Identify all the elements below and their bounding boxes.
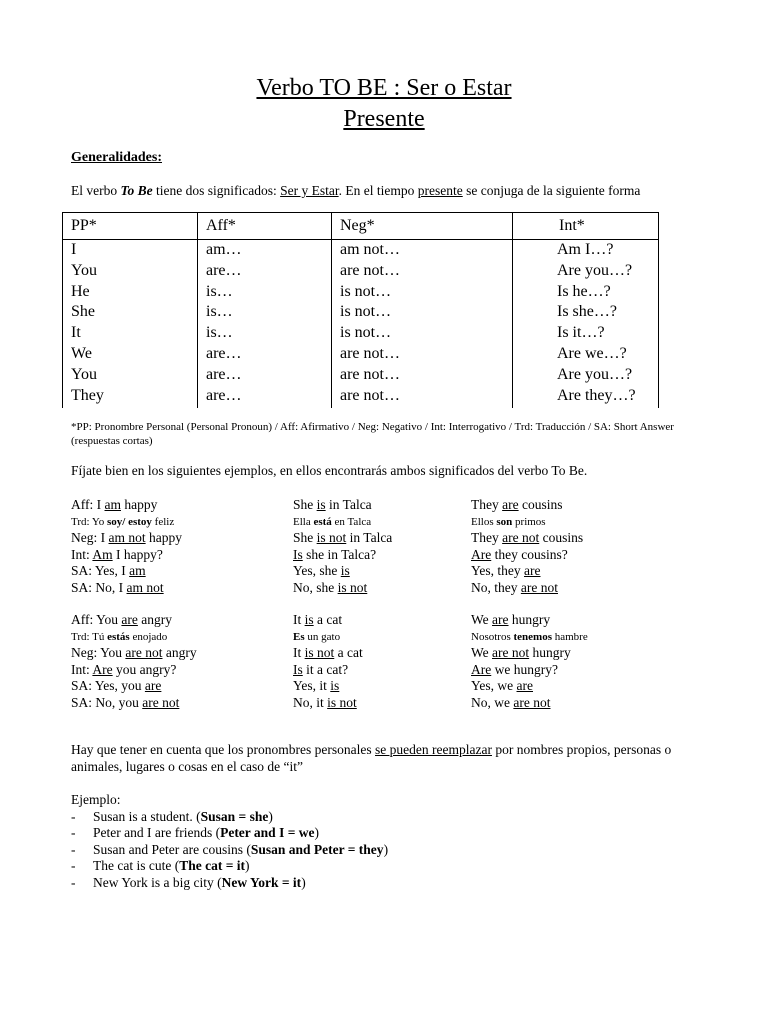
example-line	[471, 580, 583, 597]
verb-form: is	[304, 612, 314, 627]
table-row	[63, 323, 659, 344]
example-line	[293, 580, 392, 597]
translation-line	[293, 629, 363, 646]
line-text: I happy?	[112, 546, 163, 562]
line-text: It	[293, 645, 305, 660]
line-text: No, we	[471, 694, 514, 710]
table-cell: He	[63, 282, 198, 303]
line-text: in Talca	[325, 497, 372, 512]
example-line	[293, 695, 363, 712]
table-row	[63, 386, 659, 408]
line-text: No, she	[293, 579, 338, 595]
verb-form: Are	[92, 661, 113, 677]
example-line	[71, 612, 197, 629]
example-line	[71, 497, 182, 514]
line-text: it a cat?	[302, 661, 349, 677]
line-text: She	[293, 497, 317, 512]
table-cell: She	[63, 302, 198, 323]
line-text: enojado	[129, 630, 168, 643]
line-text: Neg: You	[71, 645, 126, 660]
verb-form: is not	[316, 530, 347, 545]
list-text: )	[268, 808, 273, 824]
table-cell: is…	[198, 302, 332, 323]
example-line	[293, 497, 392, 514]
line-text: Int:	[71, 546, 93, 562]
table-cell: are not…	[332, 365, 513, 386]
intro-part: se conjuga de la siguiente forma	[462, 183, 641, 198]
line-text: Aff: You	[71, 612, 122, 627]
table-header: PP*	[63, 213, 198, 240]
example-line	[71, 547, 182, 564]
table-cell: Are you…?	[513, 261, 659, 282]
table-cell: are not…	[332, 344, 513, 365]
list-equivalence: New York = it	[221, 874, 302, 890]
example-line	[71, 695, 197, 712]
table-cell: You	[63, 365, 198, 386]
line-text: Trd: Tú	[71, 630, 108, 643]
list-text: )	[301, 874, 306, 890]
list-equivalence: Susan and Peter = they	[250, 841, 384, 857]
examples-column	[293, 612, 363, 711]
line-text: they cousins?	[491, 546, 568, 562]
table-cell: Is it…?	[513, 323, 659, 344]
verb-form: Is	[293, 661, 303, 677]
list-text: )	[314, 825, 320, 840]
table-cell: You	[63, 261, 198, 282]
line-text: They	[471, 497, 503, 512]
line-text: Ella	[293, 515, 314, 528]
verb-form: are not	[142, 694, 180, 710]
line-text: feliz	[151, 515, 175, 528]
line-text: a cat	[313, 612, 343, 627]
line-text: hungry	[529, 645, 571, 660]
list-items	[71, 809, 388, 892]
examples-column	[71, 497, 182, 596]
verb-form: are not	[520, 579, 558, 595]
list-text: New York is a big city (	[93, 874, 222, 890]
table-cell: is…	[198, 282, 332, 303]
line-text: SA: Yes, you	[71, 678, 145, 693]
verb-form: are	[492, 612, 509, 627]
table-header: Aff*	[198, 213, 332, 240]
verb-form: Are	[471, 546, 492, 562]
example-line	[293, 563, 392, 580]
footnote: *PP: Pronombre Personal (Personal Pronoun) / Aff: Afirmativo / Neg: Negativo / Int: Interrogativo / Trd: Traducción / SA: Short Answer (respuestas cortas)	[71, 421, 674, 447]
verb-form: is	[330, 678, 340, 693]
table-cell: are not…	[332, 386, 513, 408]
table-cell: is not…	[332, 302, 513, 323]
table-cell: Is she…?	[513, 302, 659, 323]
example-line	[471, 662, 588, 679]
examples-column	[471, 612, 588, 711]
example-line	[293, 547, 392, 564]
table-cell: is not…	[332, 282, 513, 303]
table-cell: are not…	[332, 261, 513, 282]
list-equivalence: The cat = it	[179, 858, 246, 873]
intro-presente: presente	[417, 183, 463, 198]
list-equivalence: Peter and I = we	[220, 825, 315, 840]
example-line	[293, 612, 363, 629]
verb-form: soy/ estoy	[107, 515, 152, 528]
page-subtitle: Presente	[343, 106, 425, 132]
translation-line	[471, 514, 583, 531]
table-cell: We	[63, 344, 198, 365]
verb-form: are not	[513, 694, 551, 710]
example-line	[71, 678, 197, 695]
intro-tobe: To Be	[120, 183, 153, 198]
line-text: a cat	[334, 645, 363, 660]
verb-form: are not	[502, 530, 540, 545]
example-line	[471, 547, 583, 564]
list-bullet: -	[71, 825, 76, 840]
table-row	[63, 240, 659, 261]
conjugation-table	[62, 212, 659, 408]
intro-part: . En el tiempo	[338, 183, 418, 198]
ejemplo-label: Ejemplo:	[71, 792, 121, 807]
example-line	[471, 695, 588, 712]
line-text: No, they	[471, 579, 521, 595]
verb-form: son	[496, 515, 513, 528]
line-text: cousins	[518, 497, 563, 512]
verb-form: are	[502, 497, 519, 512]
line-text: Yes, it	[293, 678, 331, 693]
list-bullet: -	[71, 841, 76, 857]
intro-text	[71, 183, 640, 199]
table-cell: are…	[198, 344, 332, 365]
table-header: Neg*	[332, 213, 513, 240]
line-text: angry	[137, 612, 173, 627]
table-cell: is…	[198, 323, 332, 344]
examples-column	[71, 612, 197, 711]
list-text: The cat is cute (	[93, 858, 180, 873]
line-text: Neg: I	[71, 530, 109, 545]
list-item	[71, 858, 388, 875]
list-text: Susan and Peter are cousins (	[93, 841, 251, 857]
verb-form: estás	[107, 630, 130, 643]
line-text: Aff: I	[71, 497, 105, 512]
table-row	[63, 365, 659, 386]
table-cell: Is he…?	[513, 282, 659, 303]
verb-form: Are	[471, 661, 492, 677]
translation-line	[293, 514, 392, 531]
table-cell: Are we…?	[513, 344, 659, 365]
line-text: We	[471, 612, 493, 627]
examples-intro: Fíjate bien en los siguientes ejemplos, en ellos encontrarás ambos significados del verbo To Be.	[71, 463, 588, 478]
example-line	[471, 530, 583, 547]
section-heading: Generalidades:	[71, 150, 162, 165]
verb-form: are	[121, 612, 138, 627]
pronoun-note	[71, 742, 721, 775]
list-text: Susan is a student. (	[93, 808, 201, 824]
verb-form: is	[340, 563, 350, 578]
verb-form: are	[144, 678, 162, 693]
example-line	[293, 530, 392, 547]
note-underlined: se pueden reemplazar	[375, 742, 492, 757]
list-bullet: -	[71, 858, 76, 873]
page-title: Verbo TO BE : Ser o Estar	[256, 75, 512, 101]
line-text: Trd: Yo	[71, 515, 107, 528]
line-text: She	[293, 530, 317, 545]
table-cell: Are you…?	[513, 365, 659, 386]
example-line	[71, 645, 197, 662]
line-text: hambre	[551, 630, 588, 643]
line-text: Nosotros	[471, 630, 514, 643]
verb-form: está	[313, 515, 332, 528]
example-line	[293, 662, 363, 679]
list-item	[71, 842, 388, 859]
example-line	[71, 662, 197, 679]
line-text: primos	[512, 515, 546, 528]
line-text: she in Talca?	[302, 546, 377, 562]
examples-column	[293, 497, 392, 596]
table-cell: Am I…?	[513, 240, 659, 261]
line-text: angry	[162, 645, 197, 660]
line-text: cousins	[539, 530, 584, 545]
table-cell: is not…	[332, 323, 513, 344]
table-body	[63, 240, 659, 408]
table-cell: They	[63, 386, 198, 408]
line-text: SA: No, you	[71, 694, 143, 710]
verb-form: are	[516, 678, 533, 693]
example-list	[71, 792, 388, 891]
line-text: Yes, she	[293, 563, 341, 578]
intro-part: El verbo	[71, 183, 121, 198]
note-part: Hay que tener en cuenta que los pronombres personales	[71, 742, 376, 757]
example-line	[471, 612, 588, 629]
line-text: They	[471, 530, 503, 545]
intro-part: tiene dos significados:	[152, 183, 281, 198]
verb-form: is not	[304, 645, 335, 660]
line-text: hungry	[508, 612, 551, 627]
line-text: We	[471, 645, 493, 660]
verb-form: is not	[337, 579, 368, 595]
line-text: happy	[145, 530, 182, 545]
verb-form: Es	[293, 630, 305, 643]
verb-form: am not	[108, 530, 146, 545]
table-row	[63, 302, 659, 323]
translation-line	[71, 514, 182, 531]
list-bullet: -	[71, 808, 76, 824]
table-row	[63, 344, 659, 365]
list-text: Peter and I are friends (	[93, 825, 221, 840]
example-line	[71, 580, 182, 597]
example-line	[293, 678, 363, 695]
note-part: por nombres propios, personas o animales, lugares o cosas en el caso de “it”	[71, 742, 672, 774]
line-text: Int:	[71, 661, 93, 677]
table-header: Int*	[513, 213, 659, 240]
table-cell: It	[63, 323, 198, 344]
table-cell: am not…	[332, 240, 513, 261]
line-text: Yes, they	[471, 563, 525, 578]
examples-column	[471, 497, 583, 596]
translation-line	[71, 629, 197, 646]
verb-form: are not	[492, 645, 530, 660]
intro-ser-estar: Ser y Estar	[280, 183, 339, 198]
line-text: Ellos	[471, 515, 497, 528]
verb-form: is not	[327, 694, 357, 710]
line-text: It	[293, 612, 305, 627]
verb-form: is	[316, 497, 326, 512]
list-item	[71, 825, 388, 842]
line-text: in Talca	[346, 530, 393, 545]
example-line	[471, 563, 583, 580]
example-line	[71, 563, 182, 580]
line-text: Yes, we	[471, 678, 517, 693]
table-cell: are…	[198, 386, 332, 408]
table-row	[63, 282, 659, 303]
list-text: )	[245, 858, 250, 873]
verb-form: am	[104, 497, 121, 512]
verb-form: am not	[126, 579, 164, 595]
list-item	[71, 875, 388, 892]
table-cell: am…	[198, 240, 332, 261]
verb-form: am	[129, 563, 146, 578]
example-line	[471, 678, 588, 695]
line-text: un gato	[304, 630, 341, 643]
line-text: SA: No, I	[71, 579, 127, 595]
list-text: )	[383, 841, 389, 857]
table-cell: are…	[198, 365, 332, 386]
line-text: happy	[121, 497, 158, 512]
example-line	[471, 497, 583, 514]
line-text: No, it	[293, 694, 328, 710]
line-text: en Talca	[331, 515, 372, 528]
verb-form: tenemos	[513, 630, 552, 643]
list-item	[71, 809, 388, 826]
list-equivalence: Susan = she	[200, 808, 269, 824]
line-text: you angry?	[112, 661, 177, 677]
example-line	[71, 530, 182, 547]
example-line	[471, 645, 588, 662]
example-line	[293, 645, 363, 662]
table-cell: Are they…?	[513, 386, 659, 408]
table-cell: are…	[198, 261, 332, 282]
translation-line	[471, 629, 588, 646]
line-text: we hungry?	[491, 661, 558, 677]
verb-form: are	[524, 563, 541, 578]
line-text: SA: Yes, I	[71, 563, 130, 578]
table-cell: I	[63, 240, 198, 261]
table-row	[63, 261, 659, 282]
list-bullet: -	[71, 874, 76, 890]
table-header-row	[63, 213, 659, 240]
verb-form: Is	[293, 546, 303, 562]
verb-form: are not	[125, 645, 163, 660]
verb-form: Am	[92, 546, 113, 562]
